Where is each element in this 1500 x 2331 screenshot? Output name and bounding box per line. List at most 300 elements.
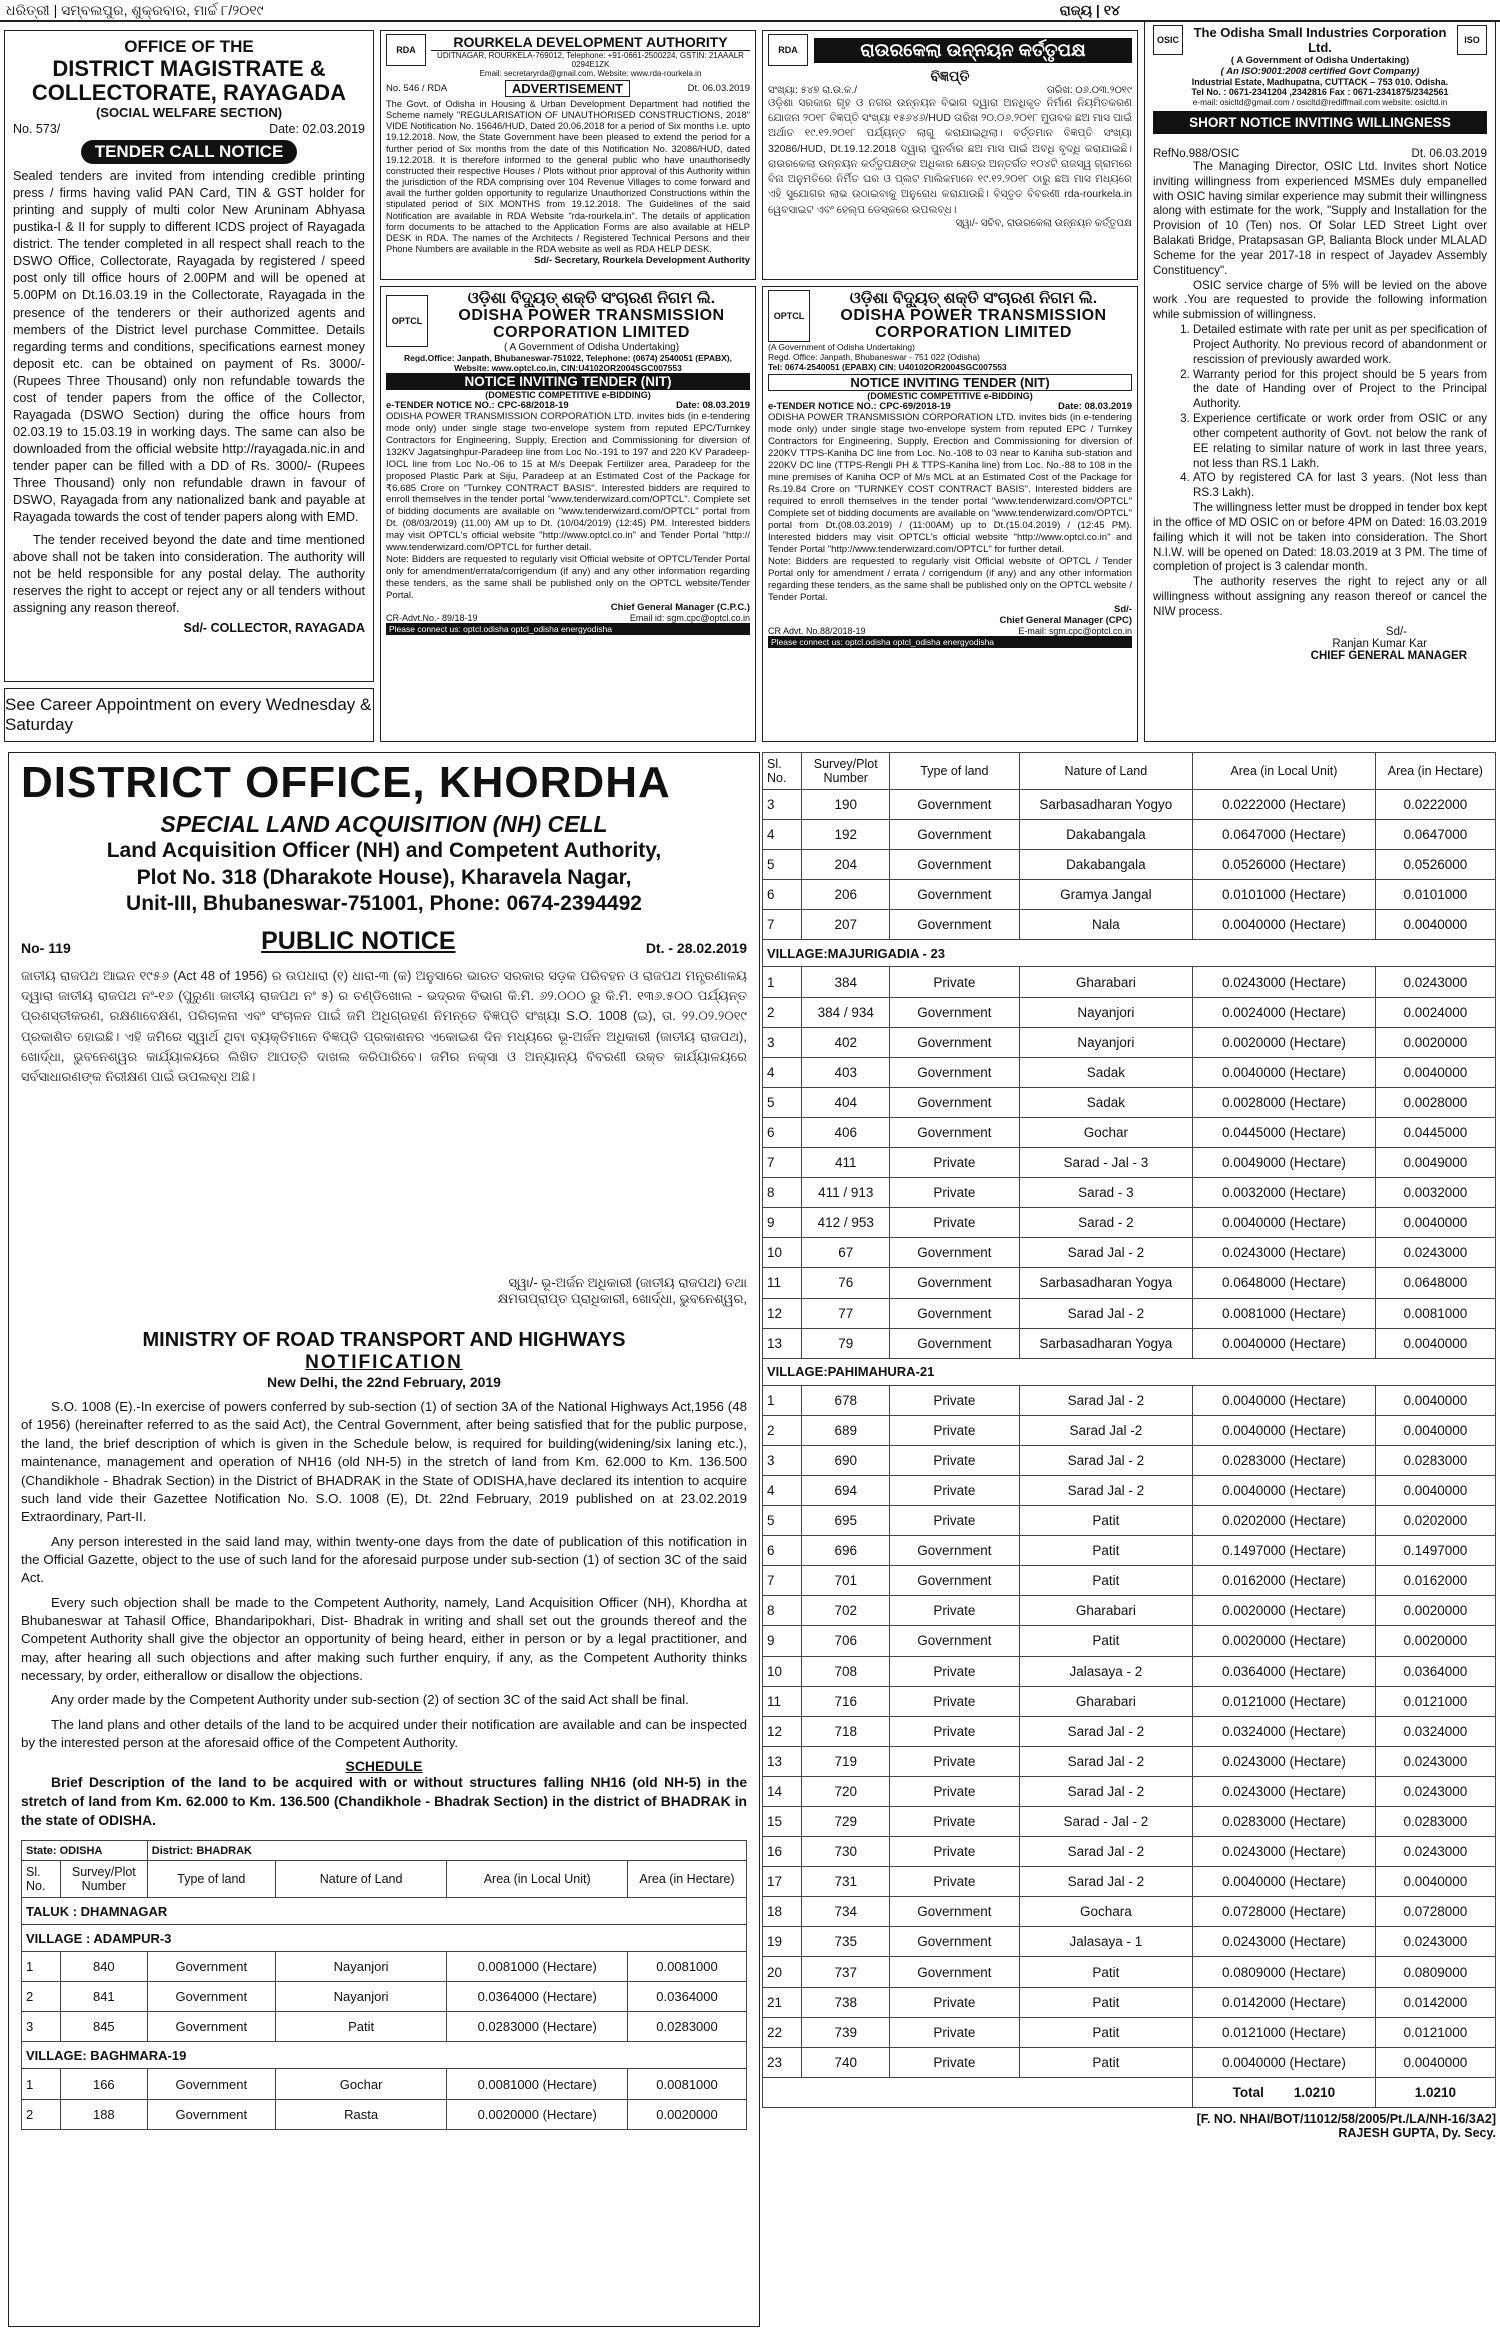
table-cell: 0.0040000 <box>1375 2047 1495 2077</box>
optcl1-web: Website: www.optcl.co.in, CIN:U4102OR2004SGC007553 <box>454 362 682 373</box>
table-cell: 0.0647000 <box>1375 820 1495 850</box>
optcl-logo-icon: OPTCL <box>386 295 428 347</box>
table-row <box>763 850 1496 880</box>
table-row <box>763 2017 1496 2047</box>
table-cell: 0.0243000 (Hectare) <box>1193 1927 1376 1957</box>
table-cell: 2 <box>763 997 802 1027</box>
ministry-title: MINISTRY OF ROAD TRANSPORT AND HIGHWAYS <box>142 1329 626 1352</box>
table-cell: 406 <box>802 1117 890 1147</box>
table-row <box>763 1987 1496 2017</box>
osic-heading: SHORT NOTICE INVITING WILLINGNESS <box>1153 111 1487 134</box>
table-cell: 0.0040000 (Hectare) <box>1193 1475 1376 1505</box>
table-cell: Private <box>890 1415 1019 1445</box>
table-cell: 0.0081000 (Hectare) <box>447 2069 628 2099</box>
table-cell: 9 <box>763 1626 802 1656</box>
optcl2-name-1: ODISHA POWER TRANSMISSION <box>840 307 1107 325</box>
table-cell: 0.0162000 <box>1375 1566 1495 1596</box>
table-cell: 0.0020000 <box>628 2099 747 2129</box>
table-cell: 734 <box>802 1897 890 1927</box>
table-row <box>763 1057 1496 1087</box>
village-row <box>763 1358 1496 1385</box>
table-cell: 7 <box>763 1148 802 1178</box>
osic-body-2: OSIC service charge of 5% will be levied on the above work .You are requested to provide the following information while submission of willingness. <box>1153 278 1487 322</box>
table-cell: Sarad - Jal - 3 <box>1019 1148 1192 1178</box>
table-cell: 0.0243000 (Hectare) <box>1193 967 1376 997</box>
table-cell: 0.0243000 (Hectare) <box>1193 1238 1376 1268</box>
optcl-tender-69 <box>762 286 1138 742</box>
table-cell: Gharabari <box>1019 1596 1192 1626</box>
table-cell: 0.0040000 <box>1375 1057 1495 1087</box>
table-cell: Government <box>147 2099 275 2129</box>
table-cell: 701 <box>802 1566 890 1596</box>
optcl1-no: e-TENDER NOTICE NO.: CPC-68/2018-19 <box>386 399 569 411</box>
optcl1-regd: Regd.Office: Janpath, Bhubaneswar-751022, Telephone: (0674) 2540051 (EPABX), <box>404 352 732 363</box>
table-cell: Private <box>890 1506 1019 1536</box>
table-row <box>763 1328 1496 1358</box>
osic-body-4: The authority reserves the right to reject any or all willingness without assigning any reason thereof or cancel the NIW process. <box>1153 575 1487 618</box>
table-cell: Sarad - 3 <box>1019 1178 1192 1208</box>
column-header: Type of land <box>890 753 1019 790</box>
table-cell: Government <box>890 1268 1019 1298</box>
table-cell: 402 <box>802 1027 890 1057</box>
table-cell: Government <box>890 1536 1019 1566</box>
optcl2-name-2: CORPORATION LIMITED <box>875 324 1072 341</box>
table-cell: 411 / 913 <box>802 1178 890 1208</box>
table-cell: 3 <box>763 1027 802 1057</box>
table-cell: 15 <box>763 1807 802 1837</box>
table-cell: Government <box>890 1087 1019 1117</box>
optcl1-odia: ଓଡ଼ିଶା ବିଦ୍ୟୁତ୍ ଶକ୍ତି ସଂଚାରଣ ନିଗମ ଲି. <box>467 290 716 307</box>
table-header-row <box>22 1861 747 1898</box>
table-cell: Sarad - 2 <box>1019 1208 1192 1238</box>
osic-body-1: The Managing Director, OSIC Ltd. Invites short Notice inviting willingness from experienced MSMEs duly empanelled with OSIC having similar experience may submit their willingness along with estimate for the work, "Supply and Installation for the Provision of 10 (Ten) nos. Of Solar LED Street Light over Balakati Bridge, Pratapsasan GP, Balianta Block under MLALAD Scheme for the year 2017-18 in respect of Jayadev Assembly Constituency". <box>1153 160 1487 277</box>
table-cell: 0.0162000 (Hectare) <box>1193 1566 1376 1596</box>
rda-email: Email: secretaryrda@gmail.com, Website: www.rda-rourkela.in <box>479 69 702 78</box>
table-row <box>22 2012 747 2042</box>
rda-address: UDITNAGAR, ROURKELA-769012, Telephone: +91-0661-2500224, GSTIN: 21AAALR 0294E1ZK <box>437 51 744 69</box>
table-row <box>763 967 1496 997</box>
notification-body-1: S.O. 1008 (E).-In exercise of powers conferred by sub-section (1) of section 3A of the National Highways Act,1956 (48 of 1956) (hereinafter referred to as the said Act), the Central Government, after being satisfied that for the public purpose, the land, the brief description of which is given in the Schedule below, is required for building(widening/six laning etc.), maintenance, management and operation of NH16 (old NH-5) in the stretch of land from Km. 62.000 to Km. 136.500 (Chandikhole - Bhadrak Section) in the District of BHADRAK in the State of ODISHA,have declared its intention to acquire such land vide their Gazettee Notification No. S.O. 1008 (E), Dt. 22nd February, 2019 published on at 23.02.2019 Extraordinary, Part-II. <box>21 1399 747 1525</box>
table-cell: 384 / 934 <box>802 997 890 1027</box>
optcl2-web: Tel: 0674-2540051 (EPABX) CIN: U40102OR2004SGC007553 <box>768 362 1007 372</box>
table-cell: 689 <box>802 1415 890 1445</box>
khordha-cell: SPECIAL LAND ACQUISITION (NH) CELL <box>160 811 608 838</box>
table-row <box>763 1506 1496 1536</box>
table-cell: 207 <box>802 910 890 940</box>
table-cell: 4 <box>763 1475 802 1505</box>
table-cell: Dakabangala <box>1019 850 1192 880</box>
table-cell: 718 <box>802 1716 890 1746</box>
table-cell: 0.0040000 (Hectare) <box>1193 2047 1376 2077</box>
table-cell: 19 <box>763 1927 802 1957</box>
left-schedule-table <box>21 1840 747 2129</box>
table-cell: Government <box>147 2069 275 2099</box>
rayagada-signature: Sd/- COLLECTOR, RAYAGADA <box>183 620 365 635</box>
table-row <box>763 1238 1496 1268</box>
table-cell: 7 <box>763 1566 802 1596</box>
table-cell: 0.0222000 <box>1375 790 1495 820</box>
optcl1-note: Note: Bidders are requested to regularly visit Official website of OPTCL/Tender Portal only for amendment/errata/corrigendum (if any) and any other information regarding these tenders, as the same shall be published only on the OPTCL website/Tender Portal. <box>386 554 750 602</box>
table-cell: 0.0324000 <box>1375 1716 1495 1746</box>
rayagada-body-2: The tender received beyond the date and time mentioned above shall not be taken into consideration. The authority will not be held responsible for any postal delay. The authority reserves the right to accept or reject any or all tenders without assigning any reason thereof. <box>13 532 365 615</box>
table-cell: Sarad Jal - 2 <box>1019 1238 1192 1268</box>
table-cell: 731 <box>802 1867 890 1897</box>
table-row <box>763 2047 1496 2077</box>
table-cell: 2 <box>22 2099 61 2129</box>
table-cell: 6 <box>763 1536 802 1566</box>
table-cell: Private <box>890 967 1019 997</box>
table-cell: 1 <box>22 1952 61 1982</box>
rayagada-badge: TENDER CALL NOTICE <box>81 140 298 164</box>
table-cell: 0.0648000 <box>1375 1268 1495 1298</box>
table-row <box>763 1208 1496 1238</box>
table-cell: 2 <box>763 1415 802 1445</box>
table-cell: Government <box>890 1626 1019 1656</box>
rda-odia-signature: ସ୍ୱା/- ସଚିବ, ରାଉରକେଲା ଉନ୍ନୟନ କର୍ତ୍ତୃପକ୍ଷ <box>955 217 1132 229</box>
table-cell: 0.0024000 (Hectare) <box>1193 997 1376 1027</box>
rayagada-date: Date: 02.03.2019 <box>269 122 365 137</box>
table-cell: Private <box>890 1596 1019 1626</box>
table-cell: Sarbasadharan Yogya <box>1019 1328 1192 1358</box>
table-row <box>763 1716 1496 1746</box>
table-cell: 0.1497000 <box>1375 1536 1495 1566</box>
optcl2-advt: CR Advt. No.88/2018-19 <box>768 625 866 636</box>
table-cell: 13 <box>763 1328 802 1358</box>
table-cell: 0.0243000 <box>1375 1927 1495 1957</box>
table-cell: Patit <box>1019 1957 1192 1987</box>
total-spacer <box>763 2077 1193 2107</box>
table-cell: 0.0526000 (Hectare) <box>1193 850 1376 880</box>
table-cell: 0.0081000 <box>1375 1298 1495 1328</box>
table-row <box>763 1566 1496 1596</box>
table-cell: Nayanjori <box>1019 1027 1192 1057</box>
table-cell: Sarad Jal - 2 <box>1019 1475 1192 1505</box>
table-header-row <box>763 753 1496 790</box>
optcl2-nit-sub: (DOMESTIC COMPETITIVE e-BIDDING) <box>867 391 1033 401</box>
table-cell: 0.0049000 (Hectare) <box>1193 1148 1376 1178</box>
table-cell: 840 <box>60 1952 147 1982</box>
khordha-public-notice <box>8 752 760 2327</box>
table-cell: 3 <box>763 1445 802 1475</box>
table-cell: 0.0526000 <box>1375 850 1495 880</box>
khordha-odia-sign-2: କ୍ଷମତାପ୍ରାପ୍ତ ପ୍ରାଧିକାରୀ, ଖୋର୍ଦ୍ଧା, ଭୁବନେଶ୍ୱର, <box>497 1291 747 1307</box>
osic-requirement-item: 2. Warranty period for this project should be 5 years from the date of Handing over of Project to the Principal Authority. <box>1193 368 1487 412</box>
optcl1-body: ODISHA POWER TRANSMISSION CORPORATION LTD. invites bids (in e-tendering mode only) under single stage two-envelope system from reputed EPC/Turnkey Contractors for Engineering, Supply, Erection and Commissioning for diversion of 132KV Jagatsinghpur-Paradeep line from Loc No.-191 to 197 and 220 KV Paradeep-IOCL line from Loc No.-06 to 15 at M/s Deepak Fertilizer area, Paradeep for the proposed Plastic Park at Siju, Paradeep at an Estimated Cost of the Package for ₹6.685 Crore on "Turnkey CONTRACT BASIS". Interested bidders are required to enroll themselves in the tender portal "www.tenderwizard.com/OPTCL". Complete set of bidding documents are available on "www.tenderwizard.com/OPTCL" portal from Dt. (08/03/2019) (11.00) AM up to Dt. (10/04/2019) (12:45) PM. Interested bidders may visit OPTCL's official website "http://www.optcl.co.in" and Tender Portal "http:// www.tenderwizard.com/OPTCL for further detail. <box>386 410 750 554</box>
table-cell: 0.0040000 <box>1375 1867 1495 1897</box>
table-cell: 0.0040000 <box>1375 1475 1495 1505</box>
optcl2-body: ODISHA POWER TRANSMISSION CORPORATION LTD. invites bids (in e-tendering mode only) under single stage two-envelope system from reputed EPC / Turnkey Contractors for Engineering, Supply, Erection and Commissioning for diversion of 220KV TTPS-Kaniha DC line from Loc. No.-108 to 03 near to Kaniha sub-station and 220KV DC line (TTPS-Rengli PH & TTPS-Kaniha line) from Loc. No.-88 to 108 in the mine premises of Kaniha OCP of M/s MCL at an Estimated Cost of the Package for Rs.19.84 Crore on "TURNKEY COST CONTRACT BASIS". Interested bidders are required to enroll themselves in the tender portal "www.tenderwizard.com/OPTCL" Complete set of bidding documents are available on "www.tenderwizard.com/OPTCL" portal from Dt.(08.03.2019) / (11:00AM) up to Dt.(15.04.2019) / (12:45 PM). Interested bidders may visit OPTCL's official website "http://www.optcl.co.in" and Tender Portal "http://www.tenderwizard.com/OPTCL" for further detail. <box>768 412 1132 555</box>
rayagada-no: No. 573/ <box>13 122 61 137</box>
table-cell: Sarbasadharan Yogya <box>1019 1268 1192 1298</box>
rayagada-title-3: COLLECTORATE, RAYAGADA <box>31 80 347 106</box>
table-cell: Patit <box>1019 1506 1192 1536</box>
table-cell: Government <box>147 1952 275 1982</box>
table-cell: 720 <box>802 1776 890 1806</box>
column-header: Area (in Local Unit) <box>1193 753 1376 790</box>
table-cell: Private <box>890 1716 1019 1746</box>
table-cell: 0.0243000 (Hectare) <box>1193 1746 1376 1776</box>
table-cell: 166 <box>60 2069 147 2099</box>
khordha-odia-sign-1: ସ୍ୱା/- ଭୂ-ଅର୍ଜନ ଅଧିକାରୀ (ଜାତୀୟ ରାଜପଥ) ତଥା <box>508 1275 747 1291</box>
table-cell: 412 / 953 <box>802 1208 890 1238</box>
table-cell: 0.0324000 (Hectare) <box>1193 1716 1376 1746</box>
table-row <box>763 1027 1496 1057</box>
table-cell: Private <box>890 1148 1019 1178</box>
table-cell: Government <box>890 1897 1019 1927</box>
table-cell: Government <box>890 1927 1019 1957</box>
optcl2-nit: NOTICE INVITING TENDER (NIT) <box>768 374 1132 391</box>
table-cell: 411 <box>802 1148 890 1178</box>
table-row <box>763 1927 1496 1957</box>
optcl2-sd: Sd/- <box>1114 603 1132 615</box>
table-cell: Sarad Jal - 2 <box>1019 1776 1192 1806</box>
table-row <box>763 1445 1496 1475</box>
rda-odia-no: ସଂଖ୍ୟା: ୫୪୭ ରା.ଉ.କ./ <box>768 85 857 96</box>
table-cell: 67 <box>802 1238 890 1268</box>
table-cell: 0.0728000 <box>1375 1897 1495 1927</box>
khordha-heading: PUBLIC NOTICE <box>261 927 456 956</box>
table-cell: Sarad - Jal - 2 <box>1019 1807 1192 1837</box>
table-cell: Nayanjori <box>275 1982 447 2012</box>
table-row <box>763 820 1496 850</box>
optcl2-note: Note: Bidders are requested to regularly visit Official website of OPTCL / Tender Portal only for amendment / errata / corrigendum (if any) and any other information regarding these tenders, as the same shall be published only on the OPTCL website / Tender Portal. <box>768 555 1132 603</box>
table-cell: Patit <box>1019 2017 1192 2047</box>
osic-requirement-item: 3. Experience certificate or work order from OSIC or any other competent authority of Govt. not below the rank of EE relating to similar nature of work in last three years, not less than RS.1 Lakh. <box>1193 412 1487 471</box>
rayagada-subtitle: (SOCIAL WELFARE SECTION) <box>95 105 283 121</box>
table-cell: Patit <box>1019 1987 1192 2017</box>
table-cell: 77 <box>802 1298 890 1328</box>
table-cell: Government <box>890 880 1019 910</box>
table-cell: Patit <box>1019 1536 1192 1566</box>
rda-logo-icon: RDA <box>386 34 426 66</box>
table-cell: 0.0445000 <box>1375 1117 1495 1147</box>
table-cell: 0.0101000 (Hectare) <box>1193 880 1376 910</box>
optcl-tender-68 <box>380 286 756 742</box>
notification-body-4: Any order made by the Competent Authority under sub-section (2) of section 3C of the said Act shall be final. <box>51 1692 689 1708</box>
table-cell: 10 <box>763 1656 802 1686</box>
table-cell: Sadak <box>1019 1087 1192 1117</box>
optcl2-logo-icon: OPTCL <box>768 290 810 342</box>
table-cell: 5 <box>763 1087 802 1117</box>
notification-body-2: Any person interested in the said land may, within twenty-one days from the date of publication of this notification in the Official Gazette, object to the use of such land for the aforesaid purpose under sub-section (1) of section 3C of the said Act. <box>21 1533 747 1586</box>
header-right: ରାଜ୍ୟ | ୧୪ <box>1059 2 1120 18</box>
table-cell: Sarad Jal - 2 <box>1019 1385 1192 1415</box>
column-header: Sl. No. <box>22 1861 61 1898</box>
table-cell: 404 <box>802 1087 890 1117</box>
table-cell: 8 <box>763 1596 802 1626</box>
career-text: See Career Appointment on every Wednesday & Saturday <box>5 695 372 734</box>
header-left: ଧରିତ୍ରୀ | ସମ୍ବଲପୁର, ଶୁକ୍ରବାର, ମାର୍ଚ୍ଚ ୮/୨୦୧୯ <box>6 2 264 18</box>
table-row <box>22 2099 747 2129</box>
table-cell: Government <box>890 1027 1019 1057</box>
table-cell: 0.0728000 (Hectare) <box>1193 1897 1376 1927</box>
footer-file-no: [F. NO. NHAI/BOT/11012/58/2005/Pt./LA/NH-16/3A2] <box>1196 2111 1496 2126</box>
table-cell: 0.0020000 <box>1375 1596 1495 1626</box>
table-cell: 0.0040000 (Hectare) <box>1193 1208 1376 1238</box>
table-cell: 0.0081000 (Hectare) <box>1193 1298 1376 1328</box>
table-row <box>763 910 1496 940</box>
table-cell: 678 <box>802 1385 890 1415</box>
osic-address: Industrial Estate, Madhupatna, CUTTACK – 753 010. Odisha. <box>1191 77 1449 87</box>
table-row <box>763 1776 1496 1806</box>
village-label: VILLAGE: BAGHMARA-19 <box>22 2042 747 2069</box>
table-row <box>763 1385 1496 1415</box>
table-cell: 0.0121000 <box>1375 2017 1495 2047</box>
table-cell: Gramya Jangal <box>1019 880 1192 910</box>
table-cell: Patit <box>275 2012 447 2042</box>
table-cell: Private <box>890 1837 1019 1867</box>
optcl1-email: Email id: sgm.cpc@optcl.co.in <box>629 613 750 624</box>
rda-odia-title: ରାଉରକେଲା ଉନ୍ନୟନ କର୍ତ୍ତୃପକ୍ଷ <box>814 38 1132 63</box>
osic-requirement-item: 4. ATO by registered CA for last 3 years. (Not less than RS.3 Lakh). <box>1193 471 1487 501</box>
right-schedule <box>762 752 1496 2327</box>
table-cell: 11 <box>763 1268 802 1298</box>
table-cell: 0.0364000 (Hectare) <box>1193 1656 1376 1686</box>
table-cell: 0.0024000 <box>1375 997 1495 1027</box>
table-cell: 0.0040000 (Hectare) <box>1193 1057 1376 1087</box>
page-header <box>0 0 1500 22</box>
table-cell: 16 <box>763 1837 802 1867</box>
khordha-no: No- 119 <box>21 940 71 957</box>
osic-sub-1: ( A Government of Odisha Undertaking) <box>1230 55 1410 66</box>
table-cell: 738 <box>802 1987 890 2017</box>
table-cell: 0.0040000 (Hectare) <box>1193 1415 1376 1445</box>
table-cell: 0.0364000 <box>628 1982 747 2012</box>
table-cell: Sarad Jal - 2 <box>1019 1746 1192 1776</box>
osic-sd: Sd/- <box>1385 625 1407 638</box>
table-cell: Government <box>890 1238 1019 1268</box>
table-cell: 0.0364000 (Hectare) <box>447 1982 628 2012</box>
table-cell: 403 <box>802 1057 890 1087</box>
table-cell: 0.0142000 <box>1375 1987 1495 2017</box>
osic-title: The Odisha Small Industries Corporation Ltd. <box>1193 25 1447 55</box>
table-row <box>22 1952 747 1982</box>
table-cell: 739 <box>802 2017 890 2047</box>
table-cell: 0.0283000 <box>1375 1807 1495 1837</box>
table-cell: Government <box>890 997 1019 1027</box>
osic-email: e-mail: osicltd@gmail.com / osicltd@rediffmail.com website: osicltd.in <box>1192 97 1448 107</box>
notification-date: New Delhi, the 22nd February, 2019 <box>267 1374 501 1391</box>
rda-odia-logo-icon: RDA <box>768 34 808 66</box>
table-cell: 0.0040000 <box>1375 1415 1495 1445</box>
table-cell: 0.0040000 (Hectare) <box>1193 1385 1376 1415</box>
osic-signer: Ranjan Kumar Kar <box>1332 637 1427 650</box>
table-cell: 0.0081000 <box>628 2069 747 2099</box>
table-cell: 706 <box>802 1626 890 1656</box>
table-cell: 0.0202000 <box>1375 1506 1495 1536</box>
table-cell: Rasta <box>275 2099 447 2129</box>
column-header: Survey/Plot Number <box>802 753 890 790</box>
table-cell: 1 <box>22 2069 61 2099</box>
table-row <box>763 997 1496 1027</box>
rda-odia-body: ଓଡ଼ିଶା ସରକାର ଗୃହ ଓ ନଗର ଉନ୍ନୟନ ବିଭାଗ ଦ୍ୱାରା ଅନଧିକୃତ ନିର୍ମାଣ ନିୟମିତକରଣ ଯୋଜନା ୨୦୧୮ ବିଜ୍ଞପ୍ତି ସଂଖ୍ୟା ୧୫୬୪୬/HUD ତାରିଖ ୨୦.୦୬.୨୦୧୮ ମୁତାବକ ଛଅ ମାସ ପାଇଁ ଅର୍ଥାତ ୧୯.୧୨.୨୦୧୮ ପର୍ଯ୍ୟନ୍ତ ଲାଗୁ କରାଯାଇଥିଲା। ବର୍ତ୍ତମାନ ବିଜ୍ଞପ୍ତି ସଂଖ୍ୟା 32086/HUD, Dt.19.12.2018 ଦ୍ୱାରା ପୁନର୍ବାର ଛଅ ମାସ ପାଇଁ ଅବଧି ବୃଦ୍ଧି କରାଯାଇଛି। ରାଉରକେଲା ଉନ୍ନୟନ କର୍ତ୍ତୃପକ୍ଷଙ୍କ ଅଧିକାର କ୍ଷେତ୍ର ଅନ୍ତର୍ଗତ ୧୦୪ଟି ରାଜସ୍ୱ ଗ୍ରାମରେ ବିନା ଅନୁମତିରେ ନିର୍ମିତ ଘର ଓ ପ୍ଲଟ ମାଲିକମାନେ ୧୯.୧୨.୨୦୧୮ ଠାରୁ ଛଅ ମାସ ମଧ୍ୟରେ ଏହି ସୁଯୋଗର ଲାଭ ଉଠାଇବାକୁ ଅନୁରୋଧ କରାଯାଉଛି। ବିସ୍ତୃତ ବିବରଣୀ rda-rourkela.in ୱେବସାଇଟ ଏବଂ ହେଲ୍ପ ଡେସ୍କରେ ଉପଲବ୍ଧ। <box>768 97 1132 216</box>
village-row <box>22 1925 747 1952</box>
table-cell: Nala <box>1019 910 1192 940</box>
table-cell: 696 <box>802 1536 890 1566</box>
osic-requirement-item: 1. Detailed estimate with rate per unit as per specification of Project Authority. No previous record of abandonment or rescission of previously awarded work. <box>1193 323 1487 367</box>
table-cell: Sarad Jal - 2 <box>1019 1298 1192 1328</box>
table-cell: Private <box>890 2017 1019 2047</box>
table-cell: 7 <box>763 910 802 940</box>
table-cell: Sarad Jal - 2 <box>1019 1445 1192 1475</box>
table-row <box>763 1897 1496 1927</box>
table-cell: Government <box>890 790 1019 820</box>
table-cell: Private <box>890 1746 1019 1776</box>
taluk-row <box>22 1898 747 1925</box>
table-row <box>22 1982 747 2012</box>
table-cell: 0.0081000 <box>628 1952 747 1982</box>
optcl2-no: e-TENDER NOTICE NO.: CPC-69/2018-19 <box>768 401 951 412</box>
table-cell: 0.0283000 <box>628 2012 747 2042</box>
state-label: State: ODISHA <box>22 1841 148 1861</box>
table-cell: 0.0222000 (Hectare) <box>1193 790 1376 820</box>
table-cell: 0.0121000 (Hectare) <box>1193 1686 1376 1716</box>
table-cell: 690 <box>802 1445 890 1475</box>
table-cell: Nayanjori <box>275 1952 447 1982</box>
table-cell: 0.0243000 <box>1375 1837 1495 1867</box>
table-cell: 0.0040000 (Hectare) <box>1193 910 1376 940</box>
khordha-odia-body: ଜାତୀୟ ରାଜପଥ ଆଇନ ୧୯୫୬ (Act 48 of 1956) ର ଉପଧାରା (୧) ଧାରା-୩ (କ) ଅନୁସାରେ ଭାରତ ସରକାର ସଡ଼କ ପରିବହନ ଓ ରାଜପଥ ମନ୍ତ୍ରଣାଳୟ ଦ୍ୱାରା ଜାତୀୟ ରାଜପଥ ନଂ-୧୬ (ପୁରୁଣା ଜାତୀୟ ରାଜପଥ ନଂ ୫) ର ଚଣ୍ଡିଖୋଲ - ଭଦ୍ରକ ବିଭାଗ କି.ମି. ୬୨.୦୦୦ ରୁ କି.ମି. ୧୩୬.୫୦୦ ପର୍ଯ୍ୟନ୍ତ ପ୍ରଶସ୍ତୀକରଣ, ରକ୍ଷଣାବେକ୍ଷଣ, ପରିଚାଳନା ଏବଂ ସଂଚାଳନ ପାଇଁ ଜମି ଅଧିଗ୍ରହଣ ନିମନ୍ତେ ବିଜ୍ଞପ୍ତି ସଂଖ୍ୟା S.O. 1008 (ଇ), ତା. ୨୨.୦୨.୨୦୧୯ ପ୍ରକାଶିତ ହୋଇଛି। ଏହି ଜମିରେ ସ୍ୱାର୍ଥ ଥିବା ବ୍ୟକ୍ତିମାନେ ବିଜ୍ଞପ୍ତି ପ୍ରକାଶନର ଏକୋଇଶ ଦିନ ମଧ୍ୟରେ ଭୂ-ଅର୍ଜନ ଅଧିକାରୀ (ଜାତୀୟ ରାଜପଥ), ଖୋର୍ଦ୍ଧା, ଭୁବନେଶ୍ୱର କାର୍ଯ୍ୟାଳୟରେ ଲିଖିତ ଆପତ୍ତି ଦାଖଲ କରିପାରିବେ। ଜମିର ନକ୍ସା ଓ ଅନ୍ୟାନ୍ୟ ବିବରଣୀ ଉକ୍ତ କାର୍ଯ୍ୟାଳୟରେ ସର୍ବସାଧାରଣଙ୍କ ନିରୀକ୍ଷଣ ପାଇଁ ଉପଲବ୍ଧ ଅଛି। <box>21 968 747 1084</box>
table-cell: 1 <box>763 1385 802 1415</box>
optcl2-govt: (A Government of Odisha Undertaking) <box>768 342 915 352</box>
table-row <box>763 1837 1496 1867</box>
table-cell: 3 <box>22 2012 61 2042</box>
table-row <box>763 1867 1496 1897</box>
table-cell: Government <box>890 910 1019 940</box>
table-cell: 0.0243000 <box>1375 967 1495 997</box>
table-cell: Private <box>890 2047 1019 2077</box>
column-header: Nature of Land <box>275 1861 447 1898</box>
table-cell: Sarad Jal -2 <box>1019 1415 1192 1445</box>
osic-body-3: The willingness letter must be dropped in tender box kept in the office of MD OSIC on or before 4PM on Dated: 16.03.2019 failing which it will not be taken into consideration. The Short N.I.W. will be opened on Dated: 18.03.2019 at 3 PM. The time of completion of project is 3 calendar month. <box>1153 501 1487 574</box>
table-cell: Private <box>890 1385 1019 1415</box>
village-row <box>22 2042 747 2069</box>
table-cell: 384 <box>802 967 890 997</box>
table-cell: Private <box>890 1208 1019 1238</box>
table-cell: Gochar <box>275 2069 447 2099</box>
table-cell: 20 <box>763 1957 802 1987</box>
table-cell: Private <box>890 1656 1019 1686</box>
khordha-line-2: Plot No. 318 (Dharakote House), Kharavela Nagar, <box>136 865 632 889</box>
table-cell: 6 <box>763 880 802 910</box>
table-cell: 0.1497000 (Hectare) <box>1193 1536 1376 1566</box>
table-cell: 188 <box>60 2099 147 2129</box>
table-cell: 5 <box>763 1506 802 1536</box>
optcl1-advt: CR-Advt.No.- 89/18-19 <box>386 613 478 624</box>
table-cell: Jalasaya - 1 <box>1019 1927 1192 1957</box>
table-cell: 17 <box>763 1867 802 1897</box>
rda-heading: ADVERTISEMENT <box>505 80 630 97</box>
table-cell: Gharabari <box>1019 967 1192 997</box>
table-cell: Nayanjori <box>1019 997 1192 1027</box>
total-cell: Total 1.0210 <box>1193 2077 1376 2107</box>
table-cell: 0.0020000 <box>1375 1027 1495 1057</box>
table-cell: 4 <box>763 820 802 850</box>
table-cell: 0.0081000 (Hectare) <box>447 1952 628 1982</box>
table-row <box>763 1536 1496 1566</box>
table-cell: 206 <box>802 880 890 910</box>
rda-odia-date: ତାରିଖ: ୦୬.୦୩.୨୦୧୯ <box>1046 85 1132 96</box>
osic-requirements-list <box>1153 323 1487 501</box>
optcl1-signature: Chief General Manager (C.P.C.) <box>610 602 750 614</box>
table-cell: Gharabari <box>1019 1686 1192 1716</box>
table-cell: Government <box>890 820 1019 850</box>
column-header: Type of land <box>147 1861 275 1898</box>
rda-body: The Govt. of Odisha in Housing & Urban Development Department had notified the Scheme namely "REGULARISATION OF UNAUTHORISED CONSTRUCTIONS, 2018" VIDE Notification No. 15646/HUD, Dated 20.06.2018 for a period of Six months i.e. upto 19.12.2018. Now, the State Government have been pleased to extend the period for a further period of Six months from the date of this Notification No. 32086/HUD, dated 19.12.2018. It is therefore informed to the general public who have unauthorisedly constructed their respective Houses / Plots without prior approval of this Authority within the jurisdiction of the RDA comprising over 104 Revenue Villages to come forward and avail the further golden opportunity to regularize Unauthorized Constructions within the stipulated period of SIX MONTHS from 19.12.2018. The Guidelines of the said Notification are available in RDA Website "rda-rourkela.in". The details of application form documents to be attached to the Application Forms are also available at HELP DESK in RDA. The names of the Architects / Registered Technical Persons and their Phone Numbers are available in the RDA website as well as RDA HELP DESK. <box>386 99 750 255</box>
rda-signature: Sd/- Secretary, Rourkela Development Authority <box>534 255 750 267</box>
table-cell: 3 <box>763 790 802 820</box>
optcl2-connect: Please connect us: optcl.odisha optcl_odisha energyodisha <box>768 636 1132 648</box>
